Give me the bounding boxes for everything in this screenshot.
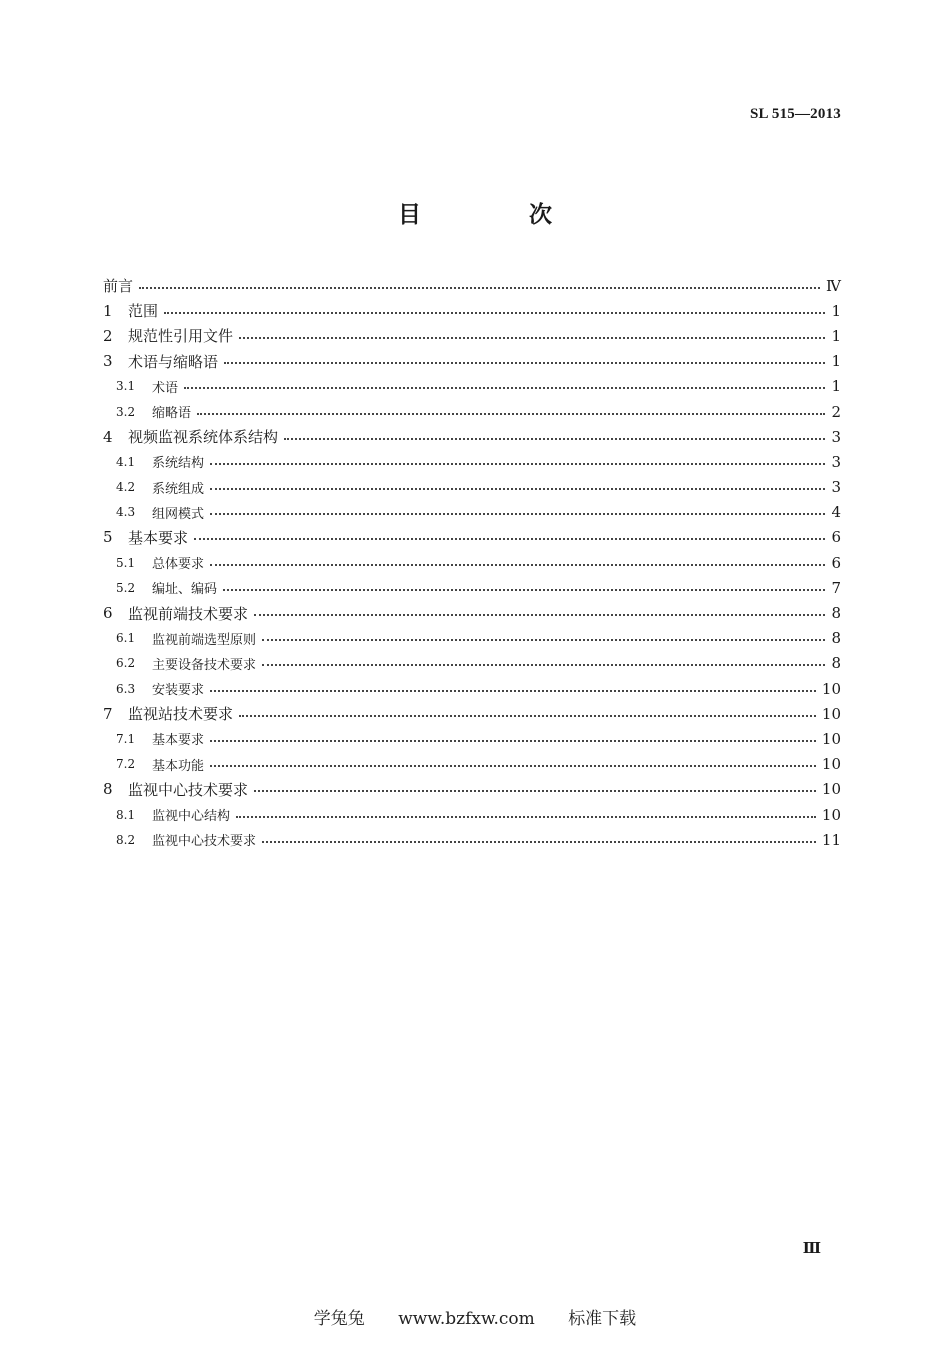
toc-entry-page: 10 (821, 704, 841, 723)
toc-entry-number: 5 (103, 528, 113, 547)
toc-entry-page: 10 (821, 755, 841, 774)
toc-entry-number: 5.1 (116, 555, 136, 570)
toc-entry-number: 6 (103, 604, 113, 623)
toc-entry-label: 监视前端技术要求 (128, 604, 249, 623)
footer-url[interactable]: www.bzfxw.com (398, 1309, 535, 1329)
toc-entry-page: 4 (831, 503, 841, 522)
toc-entry[interactable] (103, 449, 841, 474)
toc-entry[interactable] (103, 298, 841, 323)
table-of-contents (103, 273, 841, 852)
toc-entry[interactable] (103, 500, 841, 525)
toc-entry-label: 前言 (103, 277, 134, 296)
toc-entry-label: 监视站技术要求 (128, 705, 234, 724)
toc-entry-label: 基本功能 (152, 758, 205, 774)
toc-entry[interactable] (103, 475, 841, 500)
toc-dot-leader (254, 790, 816, 792)
toc-entry-number: 2 (103, 326, 113, 345)
toc-dot-leader (223, 589, 825, 591)
toc-dot-leader (210, 564, 825, 566)
toc-entry-label: 监视前端选型原则 (152, 632, 257, 648)
toc-dot-leader (239, 715, 816, 717)
toc-entry-number: 3 (103, 352, 113, 371)
toc-entry-number: 6.2 (116, 656, 136, 671)
toc-entry-page: 1 (831, 326, 841, 345)
toc-entry-page: 3 (831, 452, 841, 471)
toc-entry-label: 系统结构 (152, 456, 205, 472)
page-number: Ⅲ (802, 1241, 821, 1257)
toc-entry-number: 7.2 (116, 757, 136, 772)
toc-entry-number: 6.3 (116, 681, 136, 696)
toc-entry[interactable] (103, 374, 841, 399)
toc-entry-number: 6.1 (116, 631, 136, 646)
toc-entry[interactable] (103, 802, 841, 827)
toc-entry-number: 8.2 (116, 832, 136, 847)
toc-entry-label: 安装要求 (152, 683, 205, 699)
toc-entry-label: 主要设备技术要求 (152, 657, 257, 673)
toc-entry-number: 1 (103, 301, 113, 320)
toc-dot-leader (194, 538, 825, 540)
toc-entry-page: 10 (821, 805, 841, 824)
toc-entry[interactable] (103, 349, 841, 374)
toc-dot-leader (210, 690, 816, 692)
toc-entry[interactable] (103, 550, 841, 575)
toc-entry-label: 监视中心技术要求 (128, 780, 249, 799)
toc-entry-label: 术语 (152, 380, 179, 396)
toc-entry-page: Ⅳ (826, 276, 841, 295)
toc-entry-page: 2 (831, 402, 841, 421)
toc-dot-leader (197, 413, 825, 415)
toc-entry-label: 编址、编码 (152, 582, 218, 598)
toc-dot-leader (139, 287, 820, 289)
toc-entry-page: 1 (831, 377, 841, 396)
toc-entry-label: 组网模式 (152, 506, 205, 522)
toc-entry-label: 系统组成 (152, 481, 205, 497)
toc-entry[interactable] (103, 600, 841, 625)
toc-entry[interactable] (103, 777, 841, 802)
toc-dot-leader (210, 740, 816, 742)
toc-dot-leader (210, 463, 825, 465)
toc-dot-leader (210, 513, 825, 515)
footer (0, 1304, 950, 1329)
toc-entry[interactable] (103, 424, 841, 449)
toc-entry[interactable] (103, 827, 841, 852)
toc-entry[interactable] (103, 701, 841, 726)
toc-entry-label: 视频监视系统体系结构 (128, 428, 279, 447)
standard-code: SL 515—2013 (750, 106, 841, 122)
toc-entry-label: 基本要求 (128, 528, 189, 547)
toc-entry-label: 缩略语 (152, 406, 192, 422)
toc-entry-page: 3 (831, 427, 841, 446)
toc-entry-page: 1 (831, 352, 841, 371)
toc-entry-page: 3 (831, 478, 841, 497)
toc-dot-leader (210, 765, 816, 767)
toc-entry-page: 10 (821, 780, 841, 799)
toc-entry-label: 术语与缩略语 (128, 352, 219, 371)
toc-entry-page: 11 (821, 830, 841, 849)
toc-entry-number: 7 (103, 704, 113, 723)
toc-entry-label: 监视中心结构 (152, 809, 231, 825)
toc-entry[interactable] (103, 273, 841, 298)
toc-entry-label: 规范性引用文件 (128, 327, 234, 346)
toc-entry-number: 3.1 (116, 379, 136, 394)
toc-entry-number: 4 (103, 427, 113, 446)
toc-entry-number: 8 (103, 780, 113, 799)
toc-entry[interactable] (103, 651, 841, 676)
toc-dot-leader (239, 337, 825, 339)
toc-dot-leader (164, 312, 825, 314)
toc-dot-leader (262, 841, 816, 843)
footer-site-name: 学兔兔 (313, 1309, 365, 1329)
toc-entry[interactable] (103, 726, 841, 751)
toc-entry-page: 8 (831, 654, 841, 673)
toc-dot-leader (284, 438, 825, 440)
toc-entry-page: 10 (821, 679, 841, 698)
toc-entry-label: 基本要求 (152, 733, 205, 749)
toc-entry-page: 6 (831, 553, 841, 572)
toc-dot-leader (236, 816, 816, 818)
toc-entry[interactable] (103, 525, 841, 550)
toc-dot-leader (184, 387, 825, 389)
toc-entry-label: 总体要求 (152, 557, 205, 573)
toc-entry[interactable] (103, 323, 841, 348)
toc-entry-page: 10 (821, 729, 841, 748)
toc-entry-page: 6 (831, 528, 841, 547)
toc-entry-page: 8 (831, 629, 841, 648)
toc-entry-number: 7.1 (116, 731, 136, 746)
toc-entry-page: 1 (831, 301, 841, 320)
toc-entry-label: 监视中心技术要求 (152, 834, 257, 850)
toc-entry-page: 7 (831, 578, 841, 597)
toc-entry[interactable] (103, 626, 841, 651)
toc-entry-number: 8.1 (116, 807, 136, 822)
toc-entry-number: 5.2 (116, 580, 136, 595)
toc-entry[interactable] (103, 752, 841, 777)
toc-dot-leader (224, 362, 825, 364)
toc-entry-number: 4.1 (116, 454, 136, 469)
footer-slogan: 标准下载 (568, 1309, 637, 1329)
page-title: 目 次 (397, 202, 602, 228)
toc-entry-page: 8 (831, 604, 841, 623)
toc-dot-leader (210, 488, 825, 490)
toc-entry-label: 范围 (128, 302, 159, 321)
toc-entry-number: 4.3 (116, 505, 136, 520)
toc-entry[interactable] (103, 575, 841, 600)
toc-entry[interactable] (103, 676, 841, 701)
toc-entry-number: 3.2 (116, 404, 136, 419)
toc-entry[interactable] (103, 399, 841, 424)
toc-dot-leader (254, 614, 825, 616)
toc-dot-leader (262, 664, 825, 666)
toc-entry-number: 4.2 (116, 480, 136, 495)
toc-dot-leader (262, 639, 825, 641)
